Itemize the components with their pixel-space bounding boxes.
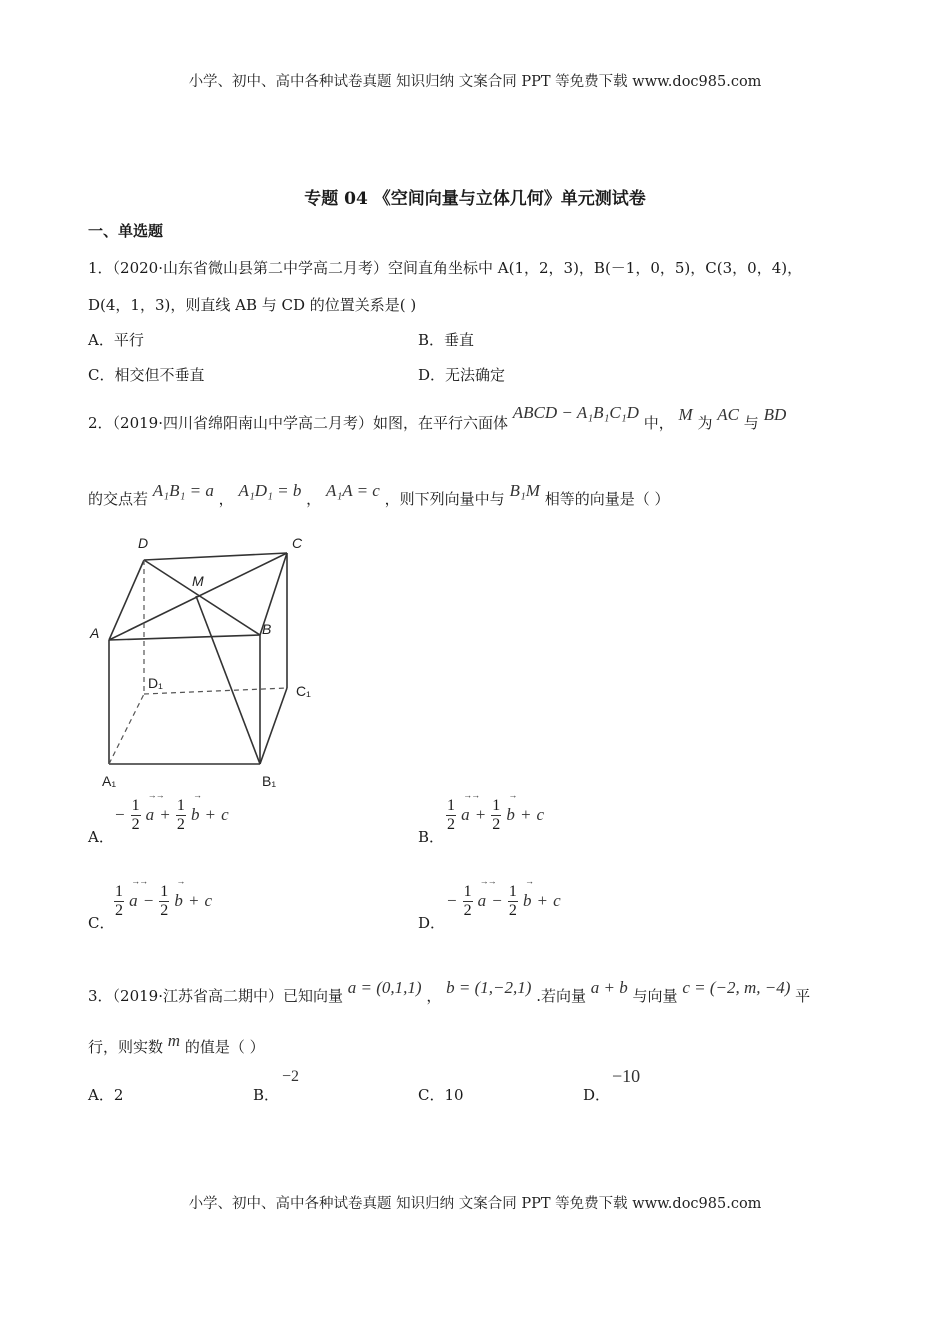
parallelepiped-figure [82,528,332,793]
edge-d1c1-hidden [144,688,287,694]
edge-ad [109,560,144,640]
q2-mid1: 中， [643,414,674,432]
page-title: 专题 04 《空间向量与立体几何》单元测试卷 [304,189,646,209]
q2-option-d-label: D． [418,914,446,932]
q3-vector-b: b = (1,−2,1) [446,978,532,997]
q2-shape-name: ABCD − A₁B₁C₁D [512,403,639,422]
q2-stem-line2 [88,481,670,509]
q2-option-a-label: A． [88,828,114,846]
q2-line2-prefix: 的交点若 [88,490,149,508]
label-b1: B₁ [262,773,277,789]
q3-mid2: 与向量 [632,987,678,1005]
page-header: 小学、初中、高中各种试卷真题 知识归纳 文案合同 PPT 等免费下载 www.doc985.com [188,74,762,90]
q2-bd: BD [763,405,787,424]
q3-option-d-value: −10 [612,1066,641,1086]
q3-option-b-label: B． [253,1086,280,1104]
q2-eq3: A₁A = c [325,481,380,500]
q3-option-c: C．10 [418,1086,464,1104]
label-d1: D₁ [148,675,163,691]
q2-b1m: B₁M [509,481,540,500]
q2-option-b-expr: $\frac{1}{2}$ →→ a + $\frac{1}{2}$ → b + c [447,790,545,833]
q2-option-a-expr: − $\frac{1}{2}$ →→ a + $\frac{1}{2}$ → b + c [114,790,229,833]
label-c1: C₁ [296,683,311,699]
q3-mid: .若向量 [536,987,586,1005]
q3-prefix: 3．（2019·江苏省高二期中）已知向量 [88,987,343,1005]
q1-option-b: B．垂直 [418,331,475,349]
segment-mb1 [196,596,260,764]
q3-stem-line2 [88,1031,265,1057]
q1-option-a: A．平行 [88,331,144,349]
q3-suffix: 平 [795,987,811,1005]
q2-option-b-label: B． [418,828,445,846]
label-d: D [138,535,149,551]
q3-option-d-label: D． [583,1086,611,1104]
diag-bd [144,560,260,635]
section-heading: 一、单选题 [88,222,164,240]
q1-stem-line1: 1．（2020·山东省微山县第二中学高二月考）空间直角坐标中 A(1，2，3)，B(－1，0，5)，C(3，0，4)， [88,259,803,277]
label-m: M [192,573,204,589]
q2-ac: AC [717,405,740,424]
q3-vector-a: a = (0,1,1) [347,978,422,997]
edge-ab [109,635,260,640]
q3-a-plus-b: a + b [590,978,628,997]
q3-comma: ， [426,987,442,1005]
label-a1: A₁ [102,773,117,789]
page-footer: 小学、初中、高中各种试卷真题 知识归纳 文案合同 PPT 等免费下载 www.doc985.com [188,1196,762,1212]
q3-line2-suffix: 的值是（ ） [184,1038,265,1056]
q2-yu: 与 [743,414,759,432]
edge-dc [144,553,287,560]
q2-comma2: ， [306,490,322,508]
label-a: A [90,625,100,641]
diag-ac [109,553,287,640]
label-b: B [262,621,272,637]
q2-option-c-label: C． [88,914,115,932]
q2-prefix: 2．（2019·四川省绵阳南山中学高二月考）如图，在平行六面体 [88,414,508,432]
q2-line2-mid: ，则下列向量中与 [384,490,505,508]
q3-m: m [167,1031,181,1050]
q1-option-c: C．相交但不垂直 [88,366,205,384]
q3-line2-prefix: 行，则实数 [88,1038,164,1056]
q2-eq2: A₁D₁ = b [238,481,302,500]
q2-option-d-expr: − $\frac{1}{2}$ →→ a − $\frac{1}{2}$ → b + c [446,876,561,919]
edge-a1d1-hidden [109,694,144,764]
q2-stem-line1 [88,403,787,433]
q3-option-b-value: −2 [282,1068,300,1085]
q2-line2-suffix: 相等的向量是（ ） [544,490,670,508]
q2-wei: 为 [697,414,713,432]
q3-vector-c: c = (−2, m, −4) [682,978,791,997]
edge-b1c1 [260,688,287,764]
q2-point-m: M [678,405,693,424]
q1-stem-line2: D(4，1，3)，则直线 AB 与 CD 的位置关系是( ) [88,296,417,314]
q3-stem-line1 [88,978,811,1006]
label-c: C [292,535,303,551]
q2-eq1: A₁B₁ = a [152,481,214,500]
q2-option-c-expr: $\frac{1}{2}$ →→ a − $\frac{1}{2}$ → b + c [115,876,213,919]
q3-option-a: A．2 [88,1086,124,1104]
q2-comma1: ， [218,490,234,508]
q1-option-d: D．无法确定 [418,366,506,384]
